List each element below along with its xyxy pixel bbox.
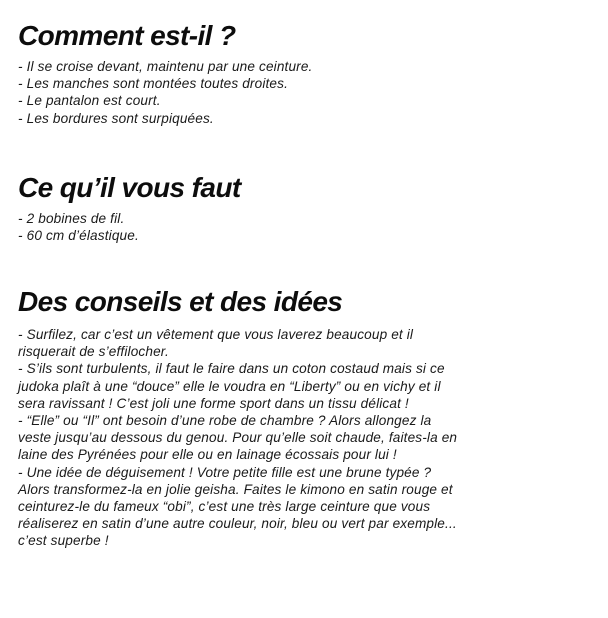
- section-heading: Des conseils et des idées: [18, 286, 343, 317]
- description-list: [18, 58, 598, 127]
- list-item: - 60 cm d’élastique.: [18, 228, 139, 244]
- tips-list: [18, 326, 598, 550]
- section-conseils-et-idees: [18, 284, 598, 550]
- list-item: - 2 bobines de fil.: [18, 211, 125, 226]
- list-item: - Le pantalon est court.: [18, 93, 161, 109]
- section-heading: Comment est-il ?: [18, 20, 236, 51]
- list-item: - Il se croise devant, maintenu par une ceinture.: [18, 59, 313, 74]
- materials-list: [18, 210, 598, 244]
- list-item: - Les manches sont montées toutes droites.: [18, 76, 289, 92]
- list-item: - Les bordures sont surpiquées.: [18, 110, 214, 126]
- tip-paragraph: - S’ils sont turbulents, il faut le faire dans un coton costaud mais si ce judoka plaît à une “douce” elle le voudra en “Liberty” ou en vichy et il sera ravissant ! C’est joli une forme sport dans un tissu délicat !: [18, 361, 445, 411]
- tip-paragraph: - “Elle” ou “Il” ont besoin d’une robe de chambre ? Alors allongez la veste jusqu’au dessous du genou. Pour qu’elle soit chaude, faites-la en laine des Pyrénées pour elle ou en lainage écossais pour lui !: [18, 413, 458, 463]
- section-comment-est-il: [18, 18, 598, 127]
- tip-paragraph: - Surfilez, car c’est un vêtement que vous laverez beaucoup et il risquerait de s’effilocher.: [18, 327, 414, 360]
- section-heading: Ce qu’il vous faut: [18, 172, 241, 203]
- section-ce-qu-il-vous-faut: [18, 170, 598, 244]
- tip-paragraph: - Une idée de déguisement ! Votre petite fille est une brune typée ? Alors transformez-la en jolie geisha. Faites le kimono en satin rouge et ceinturez-le du fameux “obi”, c’est une très large ceinture que vous réaliserez en satin d’une autre couleur, noir, bleu ou vert par exemple... c’est superbe !: [18, 464, 457, 549]
